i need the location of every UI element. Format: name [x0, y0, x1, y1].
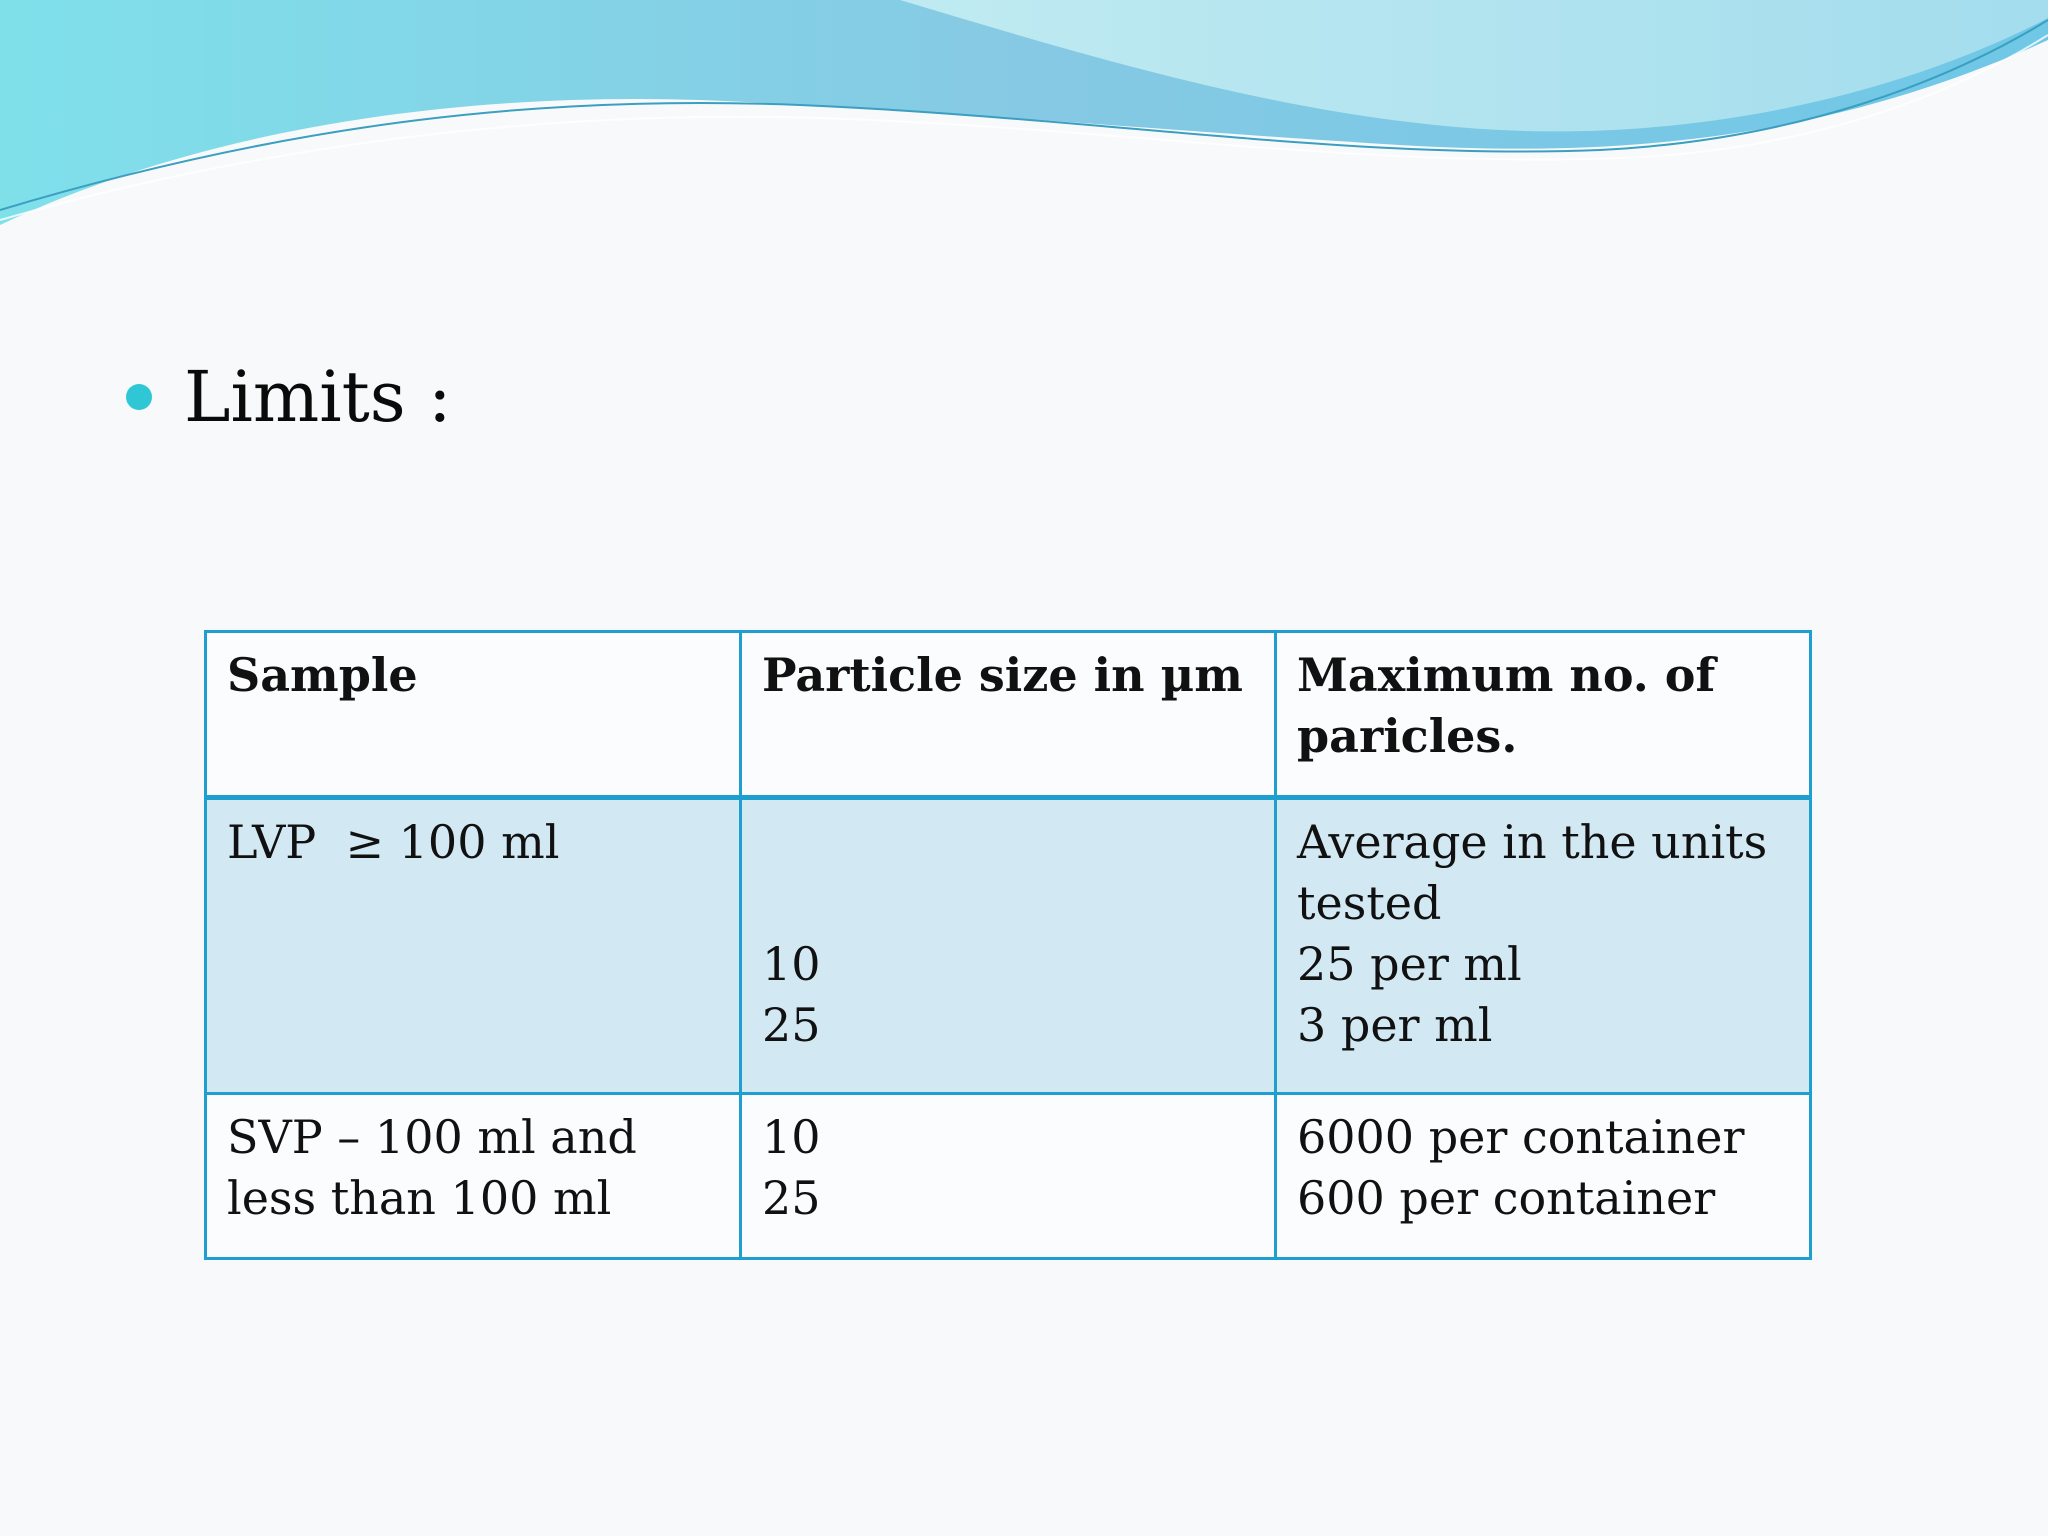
max-value: 6000 per container — [1297, 1110, 1745, 1164]
max-value: 25 per ml — [1297, 937, 1522, 991]
table-header-row — [206, 632, 1811, 798]
cell-max-particles — [1276, 1094, 1811, 1259]
cell-particle-size — [741, 1094, 1276, 1259]
bullet-text: Limits : — [184, 356, 452, 438]
bullet-item — [126, 352, 452, 442]
header-max-particles: Maximum no. of paricles. — [1276, 632, 1811, 798]
table-row — [206, 1094, 1811, 1259]
header-particle-size: Particle size in µm — [741, 632, 1276, 798]
header-wave-decoration — [0, 0, 2048, 240]
size-value: 10 — [762, 1110, 821, 1164]
max-value: 3 per ml — [1297, 998, 1493, 1052]
max-value: 600 per container — [1297, 1171, 1716, 1225]
header-sample: Sample — [206, 632, 741, 798]
cell-sample — [206, 798, 741, 1094]
size-value: 25 — [762, 1171, 821, 1225]
size-value: 25 — [762, 998, 821, 1052]
cell-spacer — [762, 812, 1254, 934]
cell-particle-size — [741, 798, 1276, 1094]
cell-max-particles — [1276, 798, 1811, 1094]
cell-sample — [206, 1094, 741, 1259]
limits-table — [204, 630, 1812, 1260]
bullet-dot-icon — [126, 384, 152, 410]
size-value: 10 — [762, 937, 821, 991]
max-intro-text: Average in the units tested — [1297, 815, 1768, 930]
sample-text: LVP ≥ 100 ml — [227, 815, 560, 869]
table-row — [206, 798, 1811, 1094]
sample-text: SVP – 100 ml and less than 100 ml — [227, 1110, 637, 1225]
